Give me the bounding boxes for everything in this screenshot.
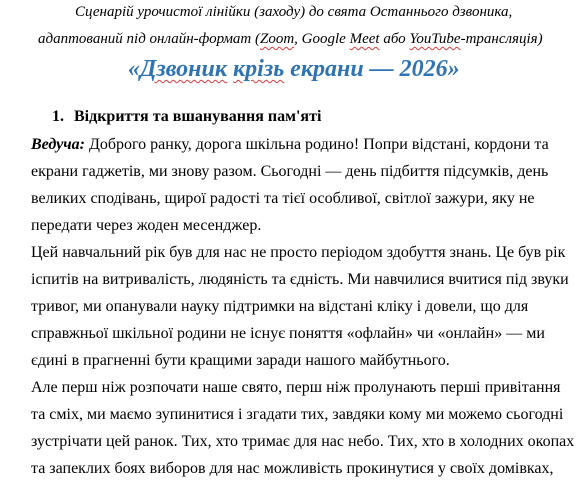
line-text: Доброго ранку, дорога шкільна родино! Попри відстані, кордони та [84,136,549,153]
spell-error-zoom[interactable]: Zoom [259,31,295,47]
section-number: 1. [52,108,64,125]
paragraph-line: екрани гаджетів, ми знову разом. Сьогодні — день підбиття підсумків, день [31,163,549,180]
title-rest: екрани — 2026» [284,56,460,82]
section-heading [52,108,321,126]
spell-error-meet[interactable]: Meet [349,31,380,47]
paragraph-line: справжньої шкільної родини не існує поняття «офлайн» чи «онлайн» — ми [31,325,545,342]
subtitle-line-1: Сценарій урочистої лінійки (заходу) до свята Останнього дзвоника, [75,4,513,20]
subtitle-line-2-prefix: адаптований під онлайн-формат ( [38,31,260,47]
paragraph-line: та сміх, ми маємо зупинитися і згадати тих, завдяки кому ми можемо сьогодні [31,406,564,423]
paragraph-line: єдині в прагненні бути кращими заради нашого майбутнього. [31,352,450,369]
speaker-label: Ведуча: [31,136,85,153]
paragraph-line: великих сподівань, щирої радості та тієї особливої, світлої зажури, яку не [31,190,535,207]
paragraph-line: передати через жоден месенджер. [31,217,262,234]
paragraph-line: Але перш ніж розпочати наше свято, перш ніж пролунають перші привітання [31,379,561,396]
title-open-quote: « [128,56,140,82]
paragraph-line: та запеклих боях виборов для нас можливість прокинутися у своїх домівках, [31,460,554,477]
spell-error-dzvonyk[interactable]: Дзвоник [140,56,227,82]
document-title [128,56,460,83]
paragraph-line: зустрічати цей ранок. Тих, хто тримає для нас небо. Тих, хто в холодних окопах [31,433,575,450]
spell-error-youtube[interactable]: YouTube [409,31,461,47]
subtitle-line-2-or: або [379,31,410,47]
paragraph-line: іспитів на витривалість, людяність та єдність. Ми навчилися вчитися під звуки [31,271,569,288]
paragraph-line: Цей навчальний рік був для нас не просто періодом здобуття знань. Це був рік [31,244,566,261]
subtitle-line-2 [38,31,543,48]
section-heading-text: Відкриття та вшанування пам'яті [74,108,322,125]
subtitle-line-2-suffix: -трансляція) [460,31,543,47]
subtitle-line-2-mid: , Google [294,31,350,47]
spell-error-kriz[interactable]: крізь [233,56,285,82]
paragraph-line [31,136,549,154]
paragraph-line: тривог, ми опанували науку підтримки на відстані кліку і довели, що для [31,298,529,315]
